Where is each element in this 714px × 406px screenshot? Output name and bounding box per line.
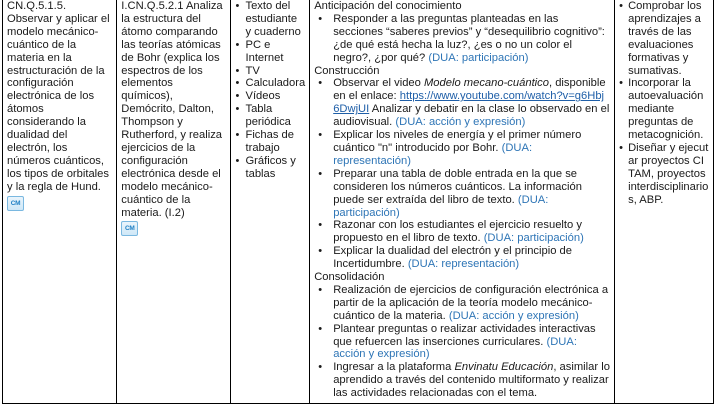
list-item <box>314 245 610 271</box>
list-item: • Tabla periódica <box>234 103 305 129</box>
list-item <box>314 323 610 362</box>
consolidacion-list <box>314 284 610 400</box>
dua-tag: (DUA: participación) <box>428 51 529 64</box>
list-item: • Incorporar la autoevaluación mediante preguntas de metacognición. <box>618 77 709 142</box>
activity-text: Ingresar a la plataforma <box>333 361 455 374</box>
dua-tag: (DUA: participación) <box>333 193 549 219</box>
list-item <box>314 284 610 323</box>
dua-tag: (DUA: acción y expresión) <box>448 309 579 322</box>
video-link[interactable]: https://www.youtube.com/watch?v=g6Hbj6DwjUI <box>333 90 605 116</box>
video-title: Modelo mecano-cuántico <box>423 77 549 90</box>
list-item <box>314 168 610 220</box>
dua-tag: (DUA: representación) <box>333 141 533 167</box>
indicador-cell <box>117 0 231 404</box>
activity-text: Razonar con los estudiantes el ejercicio resuelto y propuesto en el libro de texto. <box>333 219 582 245</box>
dua-tag: (DUA: participación) <box>483 232 584 245</box>
anticipacion-list <box>314 13 610 65</box>
list-item <box>314 77 610 129</box>
list-item <box>314 13 610 65</box>
destreza-text: CN.Q.5.1.5. Observar y aplicar el modelo mecánico-cuántico de la materia en la estructuración de la configuración electrónica de los átomos considerando la dualidad del electrón, los números cuánticos, los tipos de orbitales y la regla de Hund. <box>7 0 110 193</box>
activity-text: Responder a las preguntas planteadas en las secciones “saberes previos” y “desequilibrio cognitivo”: ¿de qué está hecha la luz?, ¿es o no un color el negro?, ¿por qué? <box>333 12 605 64</box>
activity-text: , disponible en el enlace: <box>333 77 606 103</box>
activity-text: Preparar una tabla de doble entrada en la que se consideren los números cuánticos. La información puede ser extraída del libro de texto. <box>333 167 582 206</box>
dua-tag: (DUA: acción y expresión) <box>395 116 526 129</box>
activity-text: Explicar los niveles de energía y el primer número cuántico "n" introducido por Bohr. <box>333 129 582 154</box>
list-item <box>314 129 610 168</box>
planning-table <box>2 0 714 404</box>
list-item: • PC e Internet <box>234 39 305 65</box>
activity-text: Observar el video <box>333 77 424 90</box>
activity-text: Explicar la dualidad del electrón y el principio de Incertidumbre. <box>333 245 572 271</box>
list-item: • Vídeos <box>234 90 305 103</box>
activity-text: , asimilar lo aprendido a través del contenido multiformato y realizar las actividades relacionadas con el tema. <box>333 361 610 400</box>
list-item: • Gráficos y tablas <box>234 155 305 181</box>
list-item: • TV <box>234 65 305 78</box>
list-item: • Fichas de trabajo <box>234 129 305 155</box>
cm-badge-icon: CM <box>7 196 24 211</box>
activity-text: Realización de ejercicios de configuración electrónica a partir de la aplicación de la teoría modelo mecánico-cuántico de la materia. <box>333 283 609 322</box>
list-item <box>314 361 610 400</box>
platform-name: Envinatu Educación <box>454 361 554 374</box>
actividades-cell <box>310 0 615 404</box>
construccion-heading: Construcción <box>314 64 380 77</box>
list-item: • Texto del estudiante y cuaderno <box>234 0 305 39</box>
table-row <box>3 0 714 404</box>
list-item: • Comprobar los aprendizajes a través de las evaluaciones formativas y sumativas. <box>618 0 709 77</box>
destreza-cell <box>3 0 117 404</box>
dua-tag: (DUA: acción y expresión) <box>333 335 577 361</box>
consolidacion-heading: Consolidación <box>314 271 385 284</box>
dua-tag: (DUA: representación) <box>407 258 520 271</box>
construccion-list <box>314 77 610 271</box>
recursos-list <box>234 0 305 181</box>
evaluacion-cell <box>615 0 714 404</box>
cm-badge-icon: CM <box>121 221 138 236</box>
evaluacion-list <box>618 0 709 207</box>
list-item <box>314 219 610 245</box>
list-item: • Calculadora <box>234 77 305 90</box>
activity-text: Analizar y debatir en la clase lo observado en el audiovisual. <box>333 103 610 129</box>
indicador-text: I.CN.Q.5.2.1 Analiza la estructura del átomo comparando las teorías atómicas de Bohr (explica los espectros de los elementos químicos), Demócrito, Dalton, Thompson y Rutherford, y realiza ejercicios de la configuración electrónica desde el modelo mecánico-cuántico de la materia. (I.2) <box>121 0 223 219</box>
recursos-cell <box>231 0 310 404</box>
anticipacion-heading: Anticipación del conocimiento <box>314 0 462 12</box>
list-item: • Diseñar y ejecutar proyectos CITAM, proyectos interdisciplinarios, ABP. <box>618 142 709 207</box>
activity-text: Plantear preguntas o realizar actividades interactivas que refuercen las inserciones curriculares. <box>333 322 596 348</box>
